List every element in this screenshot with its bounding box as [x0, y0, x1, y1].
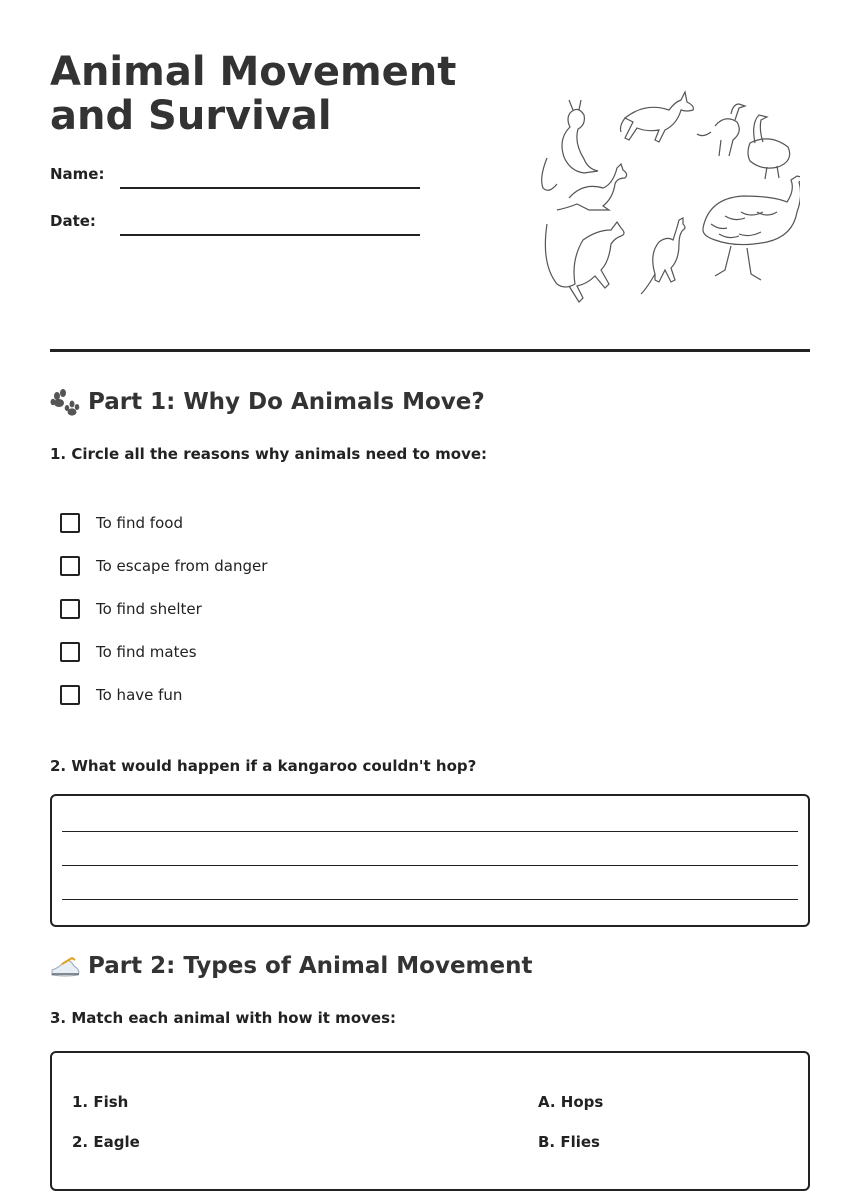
answer-line[interactable]: [62, 865, 798, 866]
answer-line[interactable]: [62, 899, 798, 900]
paw-prints-icon: [50, 388, 80, 416]
question-3: 3. Match each animal with how it moves:: [50, 1009, 396, 1027]
worksheet-title: Animal Movement and Survival: [50, 49, 457, 139]
header-divider: [50, 349, 810, 352]
checkbox[interactable]: [60, 685, 80, 705]
checkbox[interactable]: [60, 599, 80, 619]
date-field[interactable]: [120, 234, 420, 236]
name-field[interactable]: [120, 187, 420, 189]
answer-line[interactable]: [62, 831, 798, 832]
running-shoe-icon: [50, 952, 80, 980]
checkbox[interactable]: [60, 642, 80, 662]
kangaroo-drawing-5: [641, 218, 685, 294]
option-label: To find mates: [96, 643, 197, 661]
match-animal-fish[interactable]: 1. Fish: [72, 1093, 129, 1111]
option-escape-danger[interactable]: [60, 554, 267, 578]
answer-box-q2[interactable]: [50, 794, 810, 927]
option-find-food[interactable]: [60, 511, 183, 535]
part2-heading: [50, 952, 533, 980]
kangaroo-drawing-3: [557, 164, 627, 210]
match-movement-hops[interactable]: A. Hops: [538, 1093, 604, 1111]
option-find-shelter[interactable]: [60, 597, 202, 621]
option-find-mates[interactable]: [60, 640, 197, 664]
matching-box: [50, 1051, 810, 1191]
question-2: 2. What would happen if a kangaroo couldn't hop?: [50, 757, 477, 775]
kangaroo-drawing-4: [545, 222, 624, 302]
checkbox[interactable]: [60, 556, 80, 576]
part1-heading: [50, 388, 485, 416]
part1-heading-text: Part 1: Why Do Animals Move?: [88, 389, 485, 415]
option-have-fun[interactable]: [60, 683, 182, 707]
emu-drawing-1: [697, 104, 745, 156]
option-label: To find shelter: [96, 600, 202, 618]
kangaroo-drawing-1: [542, 100, 598, 190]
name-label: Name:: [50, 165, 105, 183]
checkbox[interactable]: [60, 513, 80, 533]
emu-drawing-2: [748, 115, 790, 179]
part2-heading-text: Part 2: Types of Animal Movement: [88, 953, 533, 979]
kangaroo-drawing-2: [621, 92, 694, 142]
question-1: 1. Circle all the reasons why animals need to move:: [50, 445, 488, 463]
option-label: To escape from danger: [96, 557, 268, 575]
emu-drawing-3: [703, 176, 800, 280]
date-label: Date:: [50, 212, 96, 230]
option-label: To find food: [96, 514, 183, 532]
match-animal-eagle[interactable]: 2. Eagle: [72, 1133, 140, 1151]
option-label: To have fun: [96, 686, 183, 704]
match-movement-flies[interactable]: B. Flies: [538, 1133, 600, 1151]
kangaroo-emu-illustration: [535, 88, 800, 318]
